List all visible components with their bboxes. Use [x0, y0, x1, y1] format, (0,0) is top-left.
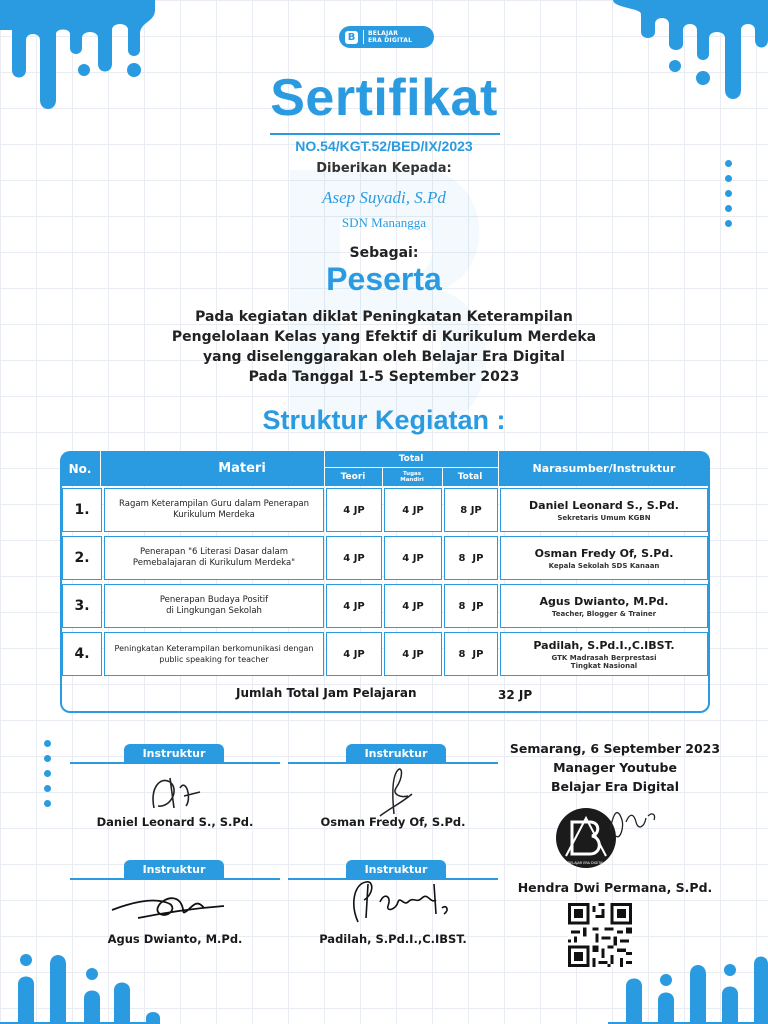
description-line: yang diselenggarakan oleh Belajar Era Digital — [203, 349, 565, 365]
certificate-title: Sertifikat — [270, 69, 498, 127]
row-total: 8 JP — [444, 632, 498, 676]
manager-name: Hendra Dwi Permana, S.Pd. — [517, 880, 713, 895]
header-narasumber: Narasumber/Instruktur — [532, 462, 676, 475]
recipient-school: SDN Manangga — [341, 215, 427, 230]
header-tugas: Tugas Mandiri — [400, 470, 424, 483]
given-to-label: Diberikan Kepada: — [316, 161, 452, 176]
table-row — [62, 536, 708, 580]
brand-line-1: BELAJAR — [368, 30, 399, 37]
certificate-number: NO.54/KGT.52/BED/IX/2023 — [295, 138, 473, 154]
row-narasumber — [500, 584, 708, 628]
row-materi: Penerapan "6 Literasi Dasar dalam Pemebalajaran di Kurikulum Merdeka" — [104, 536, 324, 580]
description-line: Pada kegiatan diklat Peningkatan Keterampilan — [195, 309, 573, 325]
row-teori: 4 JP — [326, 584, 382, 628]
row-materi: Ragam Keterampilan Guru dalam Penerapan Kurikulum Merdeka — [104, 488, 324, 532]
event-description — [0, 307, 768, 387]
structure-heading: Struktur Kegiatan : — [262, 405, 506, 435]
brand-mark-icon: B — [345, 31, 358, 44]
row-total: 8 JP — [444, 584, 498, 628]
table-row — [62, 488, 708, 532]
row-materi: Penerapan Budaya Positif di Lingkungan Sekolah — [104, 584, 324, 628]
header-materi: Materi — [218, 461, 266, 476]
row-teori: 4 JP — [326, 488, 382, 532]
row-teori: 4 JP — [326, 632, 382, 676]
row-no: 1. — [62, 488, 102, 532]
row-narasumber — [500, 488, 708, 532]
table-row — [62, 584, 708, 628]
row-materi: Peningkatan Keterampilan berkomunikasi dengan public speaking for teacher — [104, 632, 324, 676]
total-hours-value: 32 JP — [498, 688, 533, 702]
signer-name: Daniel Leonard S., S.Pd. — [96, 815, 254, 829]
header-teori: Teori — [340, 472, 366, 482]
header-total: Total — [457, 472, 483, 482]
decorative-dots-left — [44, 740, 51, 807]
signature-padilah — [344, 874, 454, 930]
row-tugas: 4 JP — [384, 632, 442, 676]
narasumber-name: Agus Dwianto, M.Pd. — [539, 594, 669, 608]
row-narasumber — [500, 632, 708, 676]
narasumber-position: Sekretaris Umum KGBN — [557, 513, 651, 522]
table-row — [62, 632, 708, 676]
row-narasumber — [500, 536, 708, 580]
narasumber-name: Daniel Leonard S., S.Pd. — [529, 498, 679, 512]
description-line: Pada Tanggal 1-5 September 2023 — [248, 369, 520, 385]
narasumber-name: Padilah, S.Pd.I.,C.IBST. — [533, 638, 675, 652]
row-no: 3. — [62, 584, 102, 628]
organization-stamp — [552, 800, 672, 872]
recipient-role: Peserta — [326, 261, 442, 297]
signer-name: Osman Fredy Of, S.Pd. — [320, 815, 466, 829]
instructor-badge: Instruktur — [346, 744, 446, 762]
signer-name: Padilah, S.Pd.I.,C.IBST. — [319, 932, 467, 946]
row-tugas: 4 JP — [384, 536, 442, 580]
corner-drip-bottom-right — [608, 924, 768, 1024]
total-hours-label: Jumlah Total Jam Pelajaran — [236, 686, 417, 700]
row-total: 8 JP — [444, 488, 498, 532]
stamp-text: BELAJAR ERA DIGITAL — [567, 861, 605, 865]
row-no: 4. — [62, 632, 102, 676]
signature-daniel — [140, 768, 210, 816]
instructor-badge: Instruktur — [124, 860, 224, 878]
title-underline — [270, 133, 500, 135]
instructor-badge: Instruktur — [124, 744, 224, 762]
row-tugas: 4 JP — [384, 488, 442, 532]
brand-line-2: ERA DIGITAL — [368, 37, 413, 44]
header-total-group: Total — [398, 454, 424, 464]
signer-name: Agus Dwianto, M.Pd. — [107, 932, 243, 946]
row-no: 2. — [62, 536, 102, 580]
row-tugas: 4 JP — [384, 584, 442, 628]
signature-divider — [70, 762, 280, 764]
row-total: 8 JP — [444, 536, 498, 580]
narasumber-name: Osman Fredy Of, S.Pd. — [534, 546, 674, 560]
signature-osman — [370, 764, 430, 820]
signature-agus — [108, 880, 228, 926]
table-header — [60, 451, 710, 486]
qr-code-icon — [568, 903, 632, 967]
brand-text — [363, 30, 412, 44]
narasumber-position: Kepala Sekolah SDS Kanaan — [548, 561, 660, 570]
place-date: Semarang, 6 September 2023 — [509, 741, 721, 756]
recipient-name: Asep Suyadi, S.Pd — [322, 188, 446, 207]
instructor-badge: Instruktur — [346, 860, 446, 878]
manager-title: Manager Youtube — [553, 760, 677, 775]
narasumber-position: Teacher, Blogger & Trainer — [551, 609, 657, 618]
structure-table — [60, 486, 710, 713]
as-label: Sebagai: — [349, 245, 419, 261]
description-line: Pengelolaan Kelas yang Efektif di Kurikulum Merdeka — [171, 329, 597, 345]
row-teori: 4 JP — [326, 536, 382, 580]
manager-block — [470, 739, 760, 796]
organization-name: Belajar Era Digital — [550, 779, 680, 794]
brand-logo — [339, 26, 434, 48]
header-no: No. — [68, 461, 92, 476]
narasumber-position: GTK Madrasah Berprestasi Tingkat Nasional — [551, 653, 657, 670]
